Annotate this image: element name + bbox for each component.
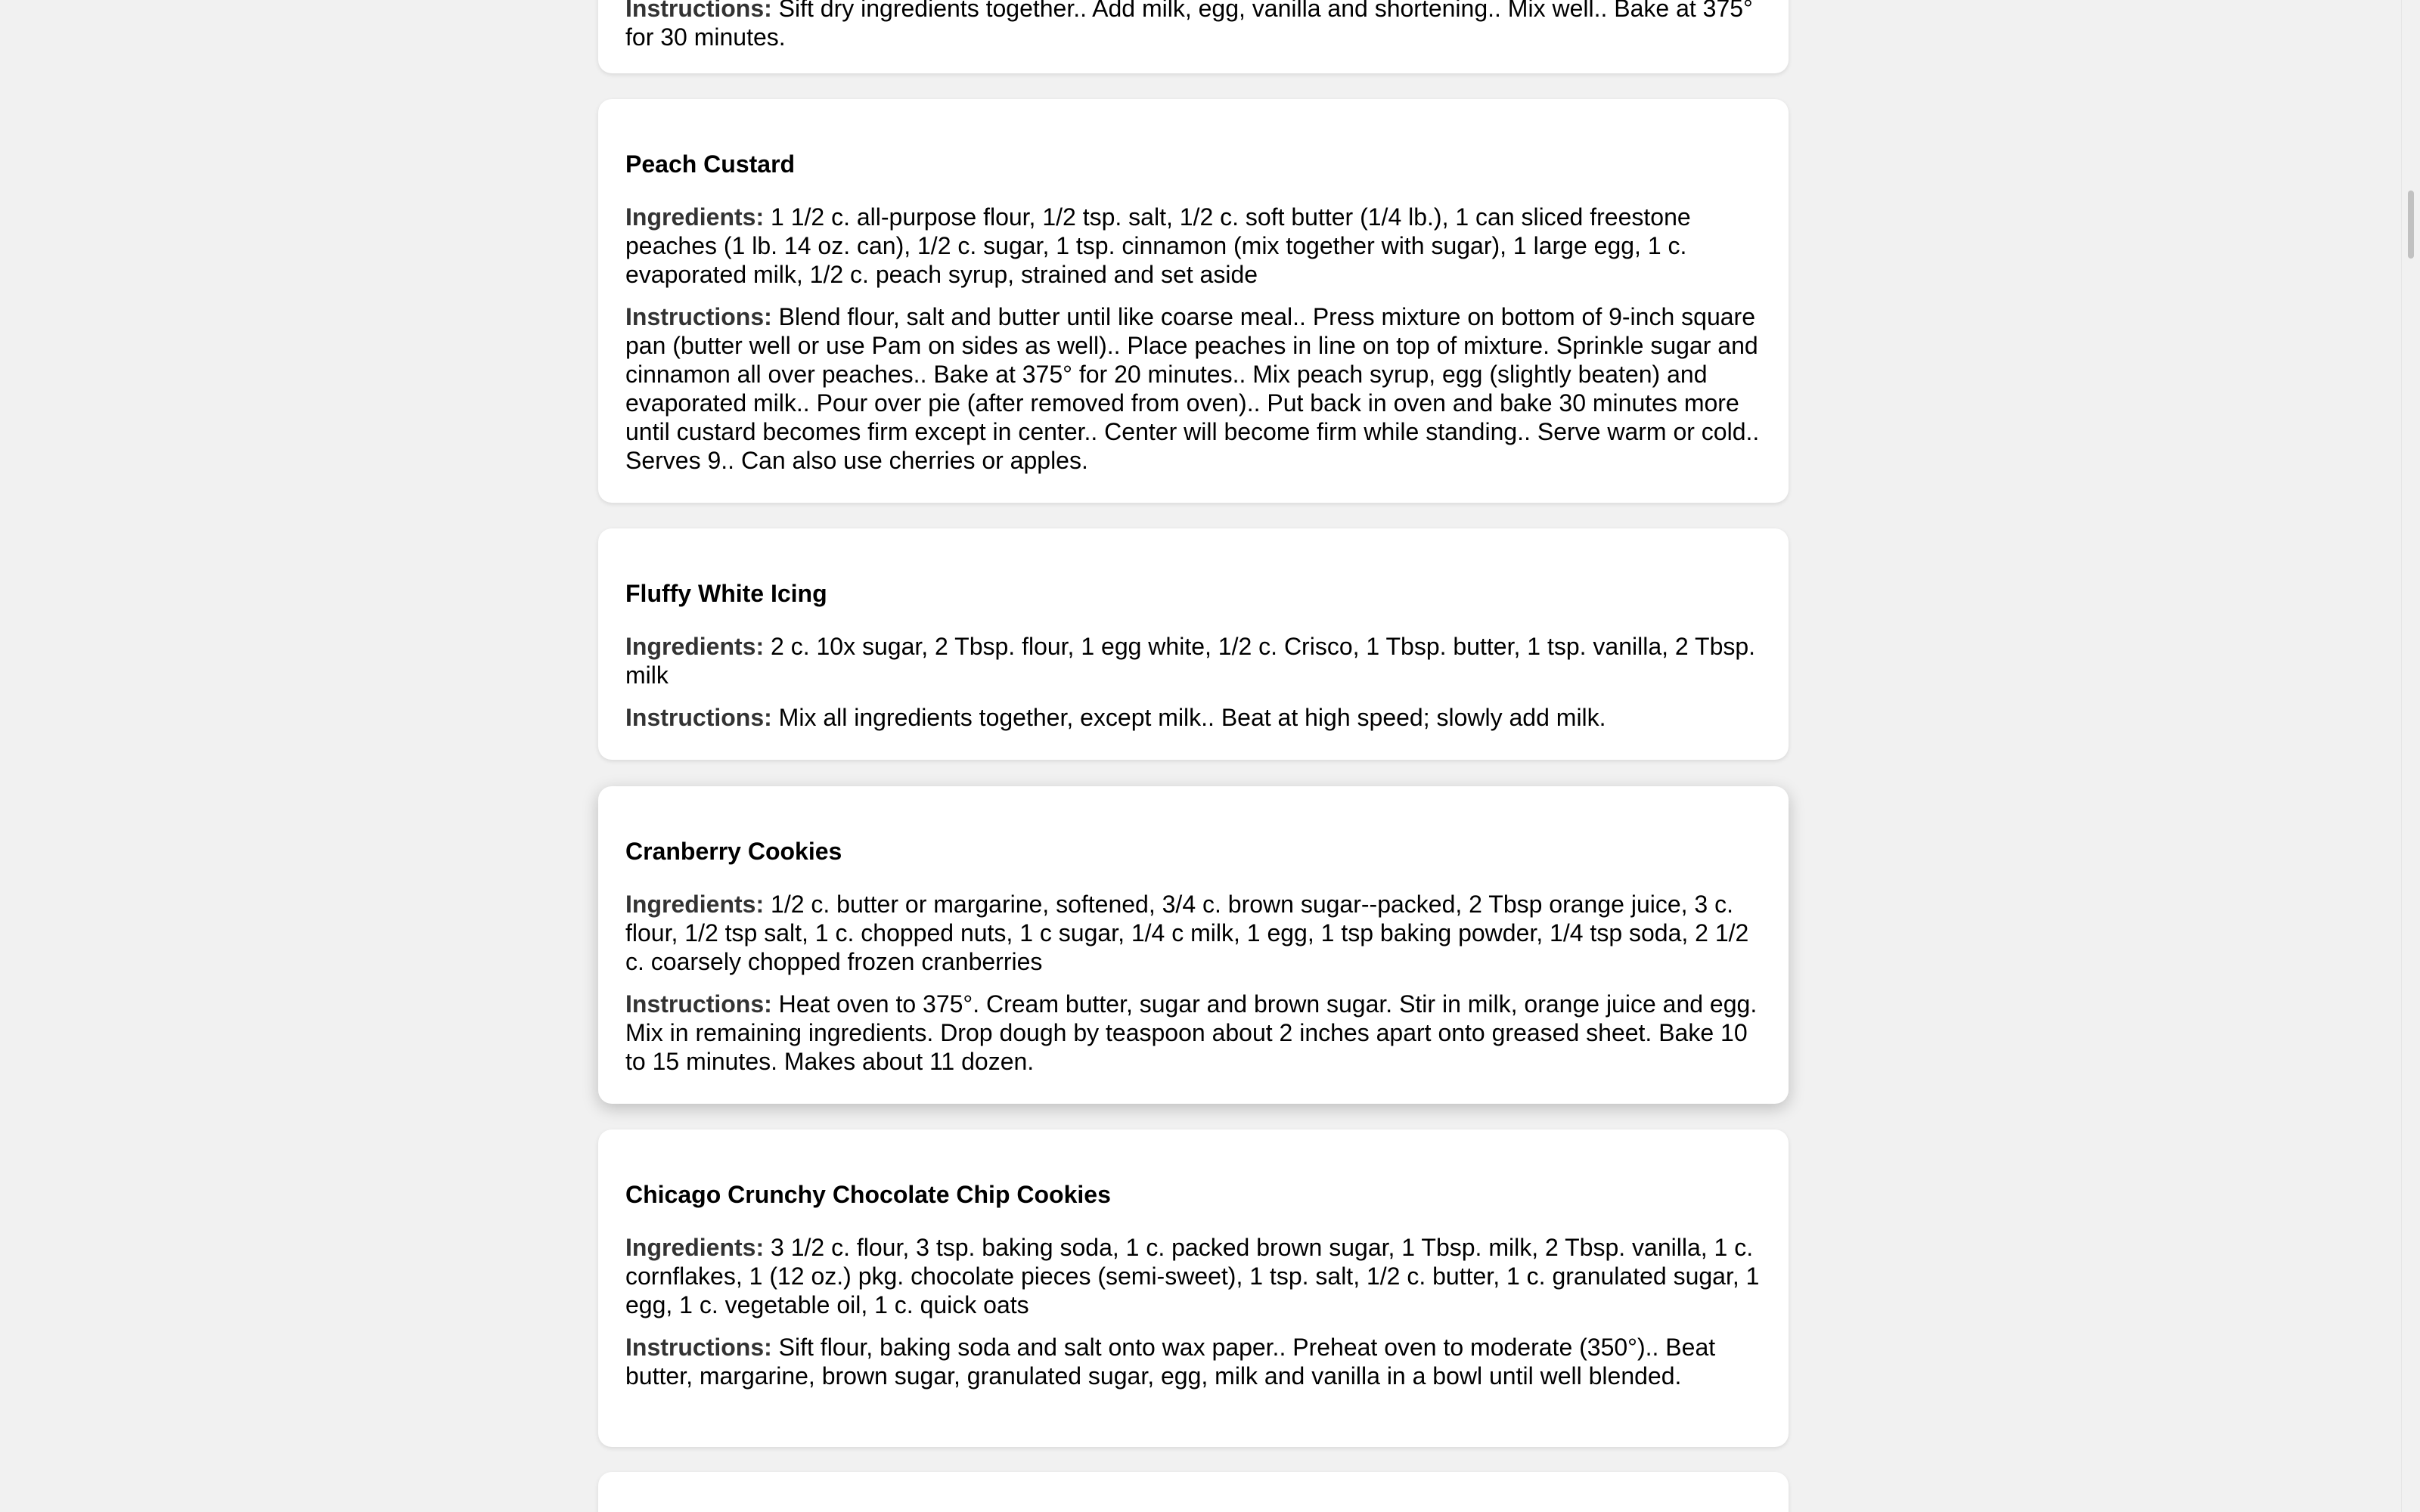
instructions-text: Heat oven to 375°. Cream butter, sugar and brown sugar. Stir in milk, orange juice and egg. Mix in remaining ingredients. Drop dough by teaspoon about 2 inches apart onto greased sheet. Bake 10 to 15 minutes. Makes about 11 dozen. (625, 990, 1758, 1075)
ingredients-label: Ingredients: (625, 633, 765, 660)
instructions-text: Mix all ingredients together, except milk.. Beat at high speed; slowly add milk. (778, 704, 1606, 731)
vertical-scrollbar[interactable] (2401, 0, 2420, 1512)
scrollbar-thumb[interactable] (2408, 191, 2414, 259)
recipe-card[interactable] (598, 99, 1789, 503)
recipe-card[interactable] (598, 1129, 1789, 1447)
recipe-ingredients (625, 203, 1761, 289)
recipe-title: Fluffy White Icing (625, 580, 827, 607)
recipe-card[interactable] (598, 0, 1789, 73)
ingredients-label: Ingredients: (625, 891, 765, 918)
recipe-title: Chicago Crunchy Chocolate Chip Cookies (625, 1181, 1111, 1208)
recipe-card[interactable] (598, 786, 1789, 1104)
recipe-instructions (625, 703, 1761, 732)
instructions-label: Instructions: (625, 704, 772, 731)
ingredients-text: 3 1/2 c. flour, 3 tsp. baking soda, 1 c. packed brown sugar, 1 Tbsp. milk, 2 Tbsp. vanilla, 1 c. cornflakes, 1 (12 oz.) pkg. chocolate pieces (semi-sweet), 1 tsp. salt, 1/2 c. butter, 1 c. granulated sugar, 1 egg, 1 c. vegetable oil, 1 c. quick oats (625, 1234, 1760, 1318)
recipe-title: Peach Custard (625, 150, 796, 178)
instructions-label: Instructions: (625, 1334, 772, 1361)
recipe-instructions (625, 990, 1761, 1076)
recipe-title: Cranberry Cookies (625, 838, 842, 865)
ingredients-text: 2 c. 10x sugar, 2 Tbsp. flour, 1 egg white, 1/2 c. Crisco, 1 Tbsp. butter, 1 tsp. vanilla, 2 Tbsp. milk (625, 633, 1756, 689)
recipe-ingredients (625, 632, 1761, 689)
ingredients-label: Ingredients: (625, 1234, 765, 1261)
instructions-label: Instructions: (625, 0, 772, 22)
recipe-instructions (625, 0, 1761, 51)
recipe-card[interactable] (598, 528, 1789, 760)
instructions-label: Instructions: (625, 990, 772, 1018)
instructions-text: Sift dry ingredients together.. Add milk, egg, vanilla and shortening.. Mix well.. Bake at 375° for 30 minutes. (625, 0, 1753, 51)
recipe-instructions (625, 302, 1761, 475)
instructions-label: Instructions: (625, 303, 772, 330)
instructions-text: Sift flour, baking soda and salt onto wax paper.. Preheat oven to moderate (350°).. Beat butter, margarine, brown sugar, granulated sugar, egg, milk and vanilla in a bowl until well blended. (625, 1334, 1716, 1390)
ingredients-text: 1 1/2 c. all-purpose flour, 1/2 tsp. salt, 1/2 c. soft butter (1/4 lb.), 1 can sliced freestone peaches (1 lb. 14 oz. can), 1/2 c. sugar, 1 tsp. cinnamon (mix together with sugar), 1 large egg, 1 c. evaporated milk, 1/2 c. peach syrup, strained and set aside (625, 203, 1691, 288)
recipe-instructions (625, 1333, 1761, 1390)
instructions-text: Blend flour, salt and butter until like coarse meal.. Press mixture on bottom of 9-inch square pan (butter well or use Pam on sides as well).. Place peaches in line on top of mixture. Sprinkle sugar and cinnamon all over peaches.. Bake at 375° for 20 minutes.. Mix peach syrup, egg (slightly beaten) and evaporated milk.. Pour over pie (after removed from oven).. Put back in oven and bake 30 minutes more until custard becomes firm except in center.. Center will become firm while standing.. Serve warm or cold.. Serves 9.. Can also use cherries or apples. (625, 303, 1760, 474)
recipe-ingredients (625, 1233, 1761, 1319)
recipe-card[interactable] (598, 1472, 1789, 1512)
recipe-ingredients (625, 890, 1761, 976)
ingredients-label: Ingredients: (625, 203, 765, 231)
ingredients-text: 1/2 c. butter or margarine, softened, 3/4 c. brown sugar--packed, 2 Tbsp orange juice, 3 c. flour, 1/2 tsp salt, 1 c. chopped nuts, 1 c sugar, 1/4 c milk, 1 egg, 1 tsp baking powder, 1/4 tsp soda, 2 1/2 c. coarsely chopped frozen cranberries (625, 891, 1749, 975)
